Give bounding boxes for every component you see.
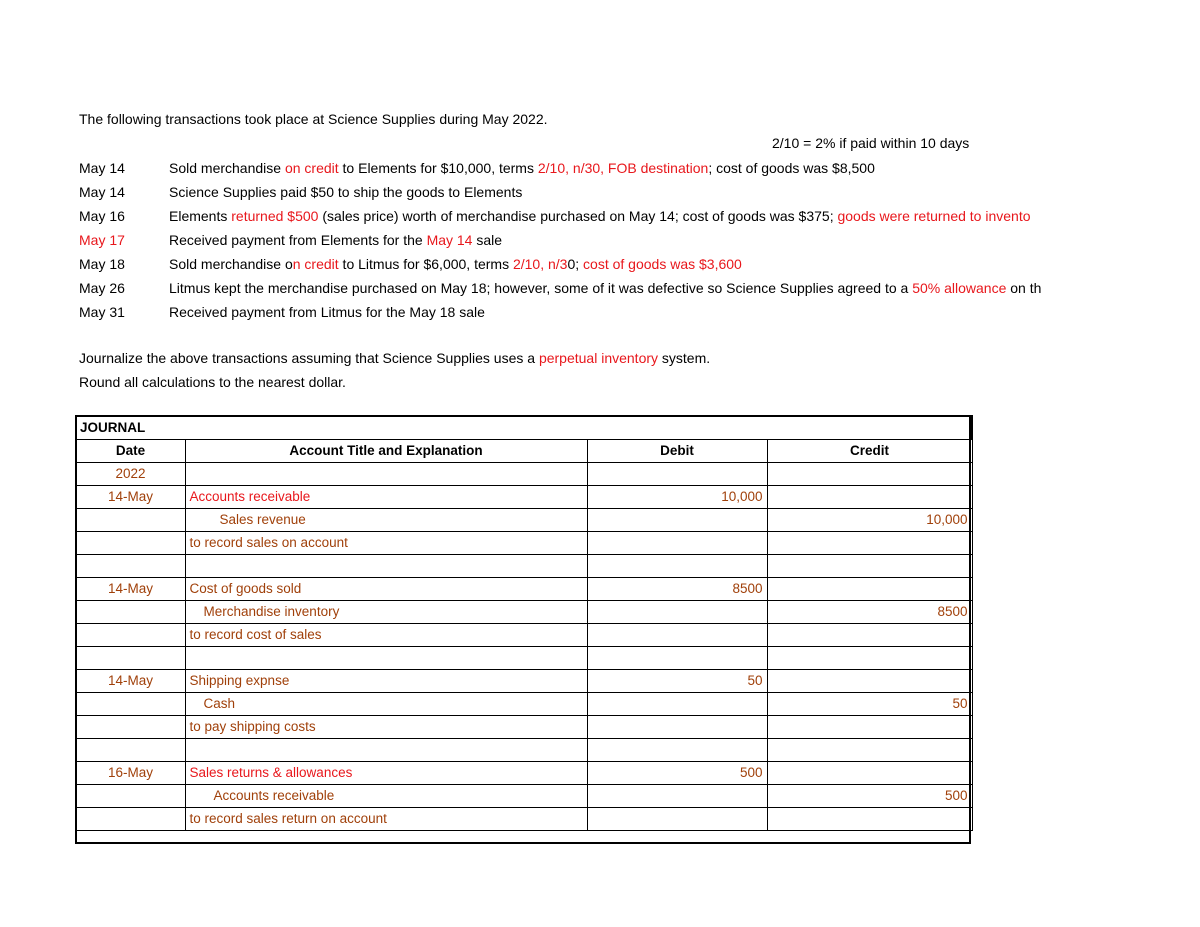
highlighted-text: cost of goods was $3,600 [583, 256, 742, 272]
journal-account-cell [185, 647, 587, 670]
highlighted-text: May 14 [426, 232, 473, 248]
description-text: on th [1006, 280, 1042, 296]
journal-credit-cell [767, 486, 972, 509]
instructions [79, 348, 710, 396]
journal-account-cell: to record cost of sales [185, 624, 587, 647]
description-text: to Litmus for $6,000, terms [338, 256, 513, 272]
journal-date-cell [76, 739, 185, 762]
journal-date-cell [76, 509, 185, 532]
journal-row [76, 463, 972, 486]
transaction-date: May 31 [79, 304, 125, 320]
highlighted-text: on credit [284, 160, 339, 176]
transaction-row [79, 302, 1083, 326]
highlighted-text: 2/10, n/30, FOB destination [537, 160, 709, 176]
description-text: ; cost of goods was $8,500 [708, 160, 875, 176]
journal-row [76, 762, 972, 785]
journal-row [76, 486, 972, 509]
description-text: Received payment from Litmus for the May 18 sale [169, 304, 485, 320]
journal-credit-cell [767, 624, 972, 647]
journal-account-cell: Cost of goods sold [185, 578, 587, 601]
journal-credit-cell: 50 [767, 693, 972, 716]
journal-account-cell: Accounts receivable [185, 486, 587, 509]
transaction-description [169, 254, 742, 274]
transaction-description [169, 278, 1041, 298]
journal-account-cell [185, 463, 587, 486]
journal-row [76, 624, 972, 647]
journal-title: JOURNAL [76, 416, 972, 440]
description-text: Elements [169, 208, 232, 224]
journal-credit-cell: 10,000 [767, 509, 972, 532]
journal-date-cell [76, 555, 185, 578]
description-text: to Elements for $10,000, terms [338, 160, 538, 176]
journal-debit-cell [587, 463, 767, 486]
description-text: (sales price) worth of merchandise purchased on May 14; cost of goods was $375; [318, 208, 838, 224]
journal-date-cell [76, 785, 185, 808]
journal-debit-cell [587, 693, 767, 716]
journal-date-cell [76, 808, 185, 831]
journal-debit-cell [587, 624, 767, 647]
transaction-row [79, 230, 1083, 254]
transaction-date: May 14 [79, 184, 125, 200]
header-date: Date [76, 440, 185, 463]
description-text: Sold merchandise o [169, 256, 293, 272]
journal-date-cell [76, 532, 185, 555]
journal-account-cell: Sales returns & allowances [185, 762, 587, 785]
instruction-line-1 [79, 348, 710, 372]
journal-row [76, 808, 972, 831]
journal-date-cell [76, 693, 185, 716]
journal-credit-cell: 8500 [767, 601, 972, 624]
journal-account-cell: to pay shipping costs [185, 716, 587, 739]
journal-header-row [76, 440, 972, 463]
journal-debit-cell [587, 509, 767, 532]
journal-date-cell: 14-May [76, 578, 185, 601]
journal-row [76, 716, 972, 739]
journal-account-cell: Merchandise inventory [185, 601, 587, 624]
transaction-description [169, 230, 502, 250]
transaction-description [169, 302, 485, 322]
journal-credit-cell [767, 716, 972, 739]
instruction-text: Journalize the above transactions assuming that Science Supplies uses a [79, 350, 539, 366]
instruction-highlight: perpetual inventory [538, 350, 659, 366]
journal-debit-cell [587, 647, 767, 670]
highlighted-text: goods were returned to invento [837, 208, 1031, 224]
journal-date-cell [76, 716, 185, 739]
journal-row [76, 693, 972, 716]
journal-debit-cell: 8500 [587, 578, 767, 601]
description-text: Received payment from Elements for the [169, 232, 427, 248]
journal-row [76, 532, 972, 555]
highlighted-text: 2/10, n/3 [512, 256, 568, 272]
instruction-text: system. [658, 350, 711, 366]
transaction-row [79, 278, 1083, 302]
journal-account-cell [185, 739, 587, 762]
journal-credit-cell [767, 532, 972, 555]
journal-date-cell [76, 647, 185, 670]
description-text: 0; [567, 256, 584, 272]
journal-debit-cell: 50 [587, 670, 767, 693]
journal-account-cell: to record sales return on account [185, 808, 587, 831]
journal-row [76, 670, 972, 693]
highlighted-text: returned $500 [231, 208, 319, 224]
journal-credit-cell [767, 555, 972, 578]
journal-account-cell: Cash [185, 693, 587, 716]
journal-debit-cell [587, 716, 767, 739]
journal-credit-cell [767, 762, 972, 785]
journal-account-cell: Shipping expnse [185, 670, 587, 693]
discount-note: 2/10 = 2% if paid within 10 days [772, 135, 970, 151]
journal-date-cell: 14-May [76, 486, 185, 509]
journal-row [76, 509, 972, 532]
journal-credit-cell [767, 578, 972, 601]
journal-debit-cell [587, 532, 767, 555]
journal-date-cell: 14-May [76, 670, 185, 693]
journal-table [75, 415, 973, 831]
journal-row [76, 578, 972, 601]
journal-row [76, 739, 972, 762]
transaction-list [79, 158, 1083, 326]
description-text: Litmus kept the merchandise purchased on May 18; however, some of it was defective so Science Supplies agreed to a [169, 280, 913, 296]
intro-text: The following transactions took place at Science Supplies during May 2022. [79, 111, 548, 127]
transaction-date: May 17 [79, 232, 125, 248]
journal-debit-cell [587, 601, 767, 624]
journal-account-cell: to record sales on account [185, 532, 587, 555]
journal-debit-cell [587, 555, 767, 578]
journal-row [76, 785, 972, 808]
journal-account-cell: Sales revenue [185, 509, 587, 532]
journal-account-cell: Accounts receivable [185, 785, 587, 808]
description-text: Science Supplies paid $50 to ship the goods to Elements [169, 184, 523, 200]
highlighted-text: 50% allowance [912, 280, 1007, 296]
journal-row [76, 601, 972, 624]
header-account: Account Title and Explanation [185, 440, 587, 463]
journal-credit-cell [767, 808, 972, 831]
header-credit: Credit [767, 440, 972, 463]
journal-date-cell: 16-May [76, 762, 185, 785]
journal-debit-cell: 10,000 [587, 486, 767, 509]
transaction-row [79, 182, 1083, 206]
journal-credit-cell [767, 463, 972, 486]
journal-account-cell [185, 555, 587, 578]
transaction-row [79, 158, 1083, 182]
journal-title-row [76, 416, 972, 440]
highlighted-text: n credit [292, 256, 339, 272]
journal-debit-cell [587, 808, 767, 831]
header-debit: Debit [587, 440, 767, 463]
transaction-date: May 18 [79, 256, 125, 272]
journal-date-cell [76, 601, 185, 624]
description-text: sale [472, 232, 503, 248]
transaction-description [169, 206, 1031, 226]
description-text: Sold merchandise [169, 160, 285, 176]
transaction-row [79, 254, 1083, 278]
journal-debit-cell: 500 [587, 762, 767, 785]
transaction-date: May 14 [79, 160, 125, 176]
journal-credit-cell: 500 [767, 785, 972, 808]
journal-credit-cell [767, 647, 972, 670]
transaction-description [169, 158, 875, 178]
journal-date-cell [76, 624, 185, 647]
transaction-date: May 16 [79, 208, 125, 224]
transaction-row [79, 206, 1083, 230]
journal-credit-cell [767, 670, 972, 693]
journal-credit-cell [767, 739, 972, 762]
journal-row [76, 555, 972, 578]
journal-debit-cell [587, 739, 767, 762]
journal-debit-cell [587, 785, 767, 808]
transaction-date: May 26 [79, 280, 125, 296]
transaction-description [169, 182, 522, 202]
instruction-line-2: Round all calculations to the nearest dollar. [79, 374, 346, 390]
journal-date-cell: 2022 [76, 463, 185, 486]
journal-row [76, 647, 972, 670]
